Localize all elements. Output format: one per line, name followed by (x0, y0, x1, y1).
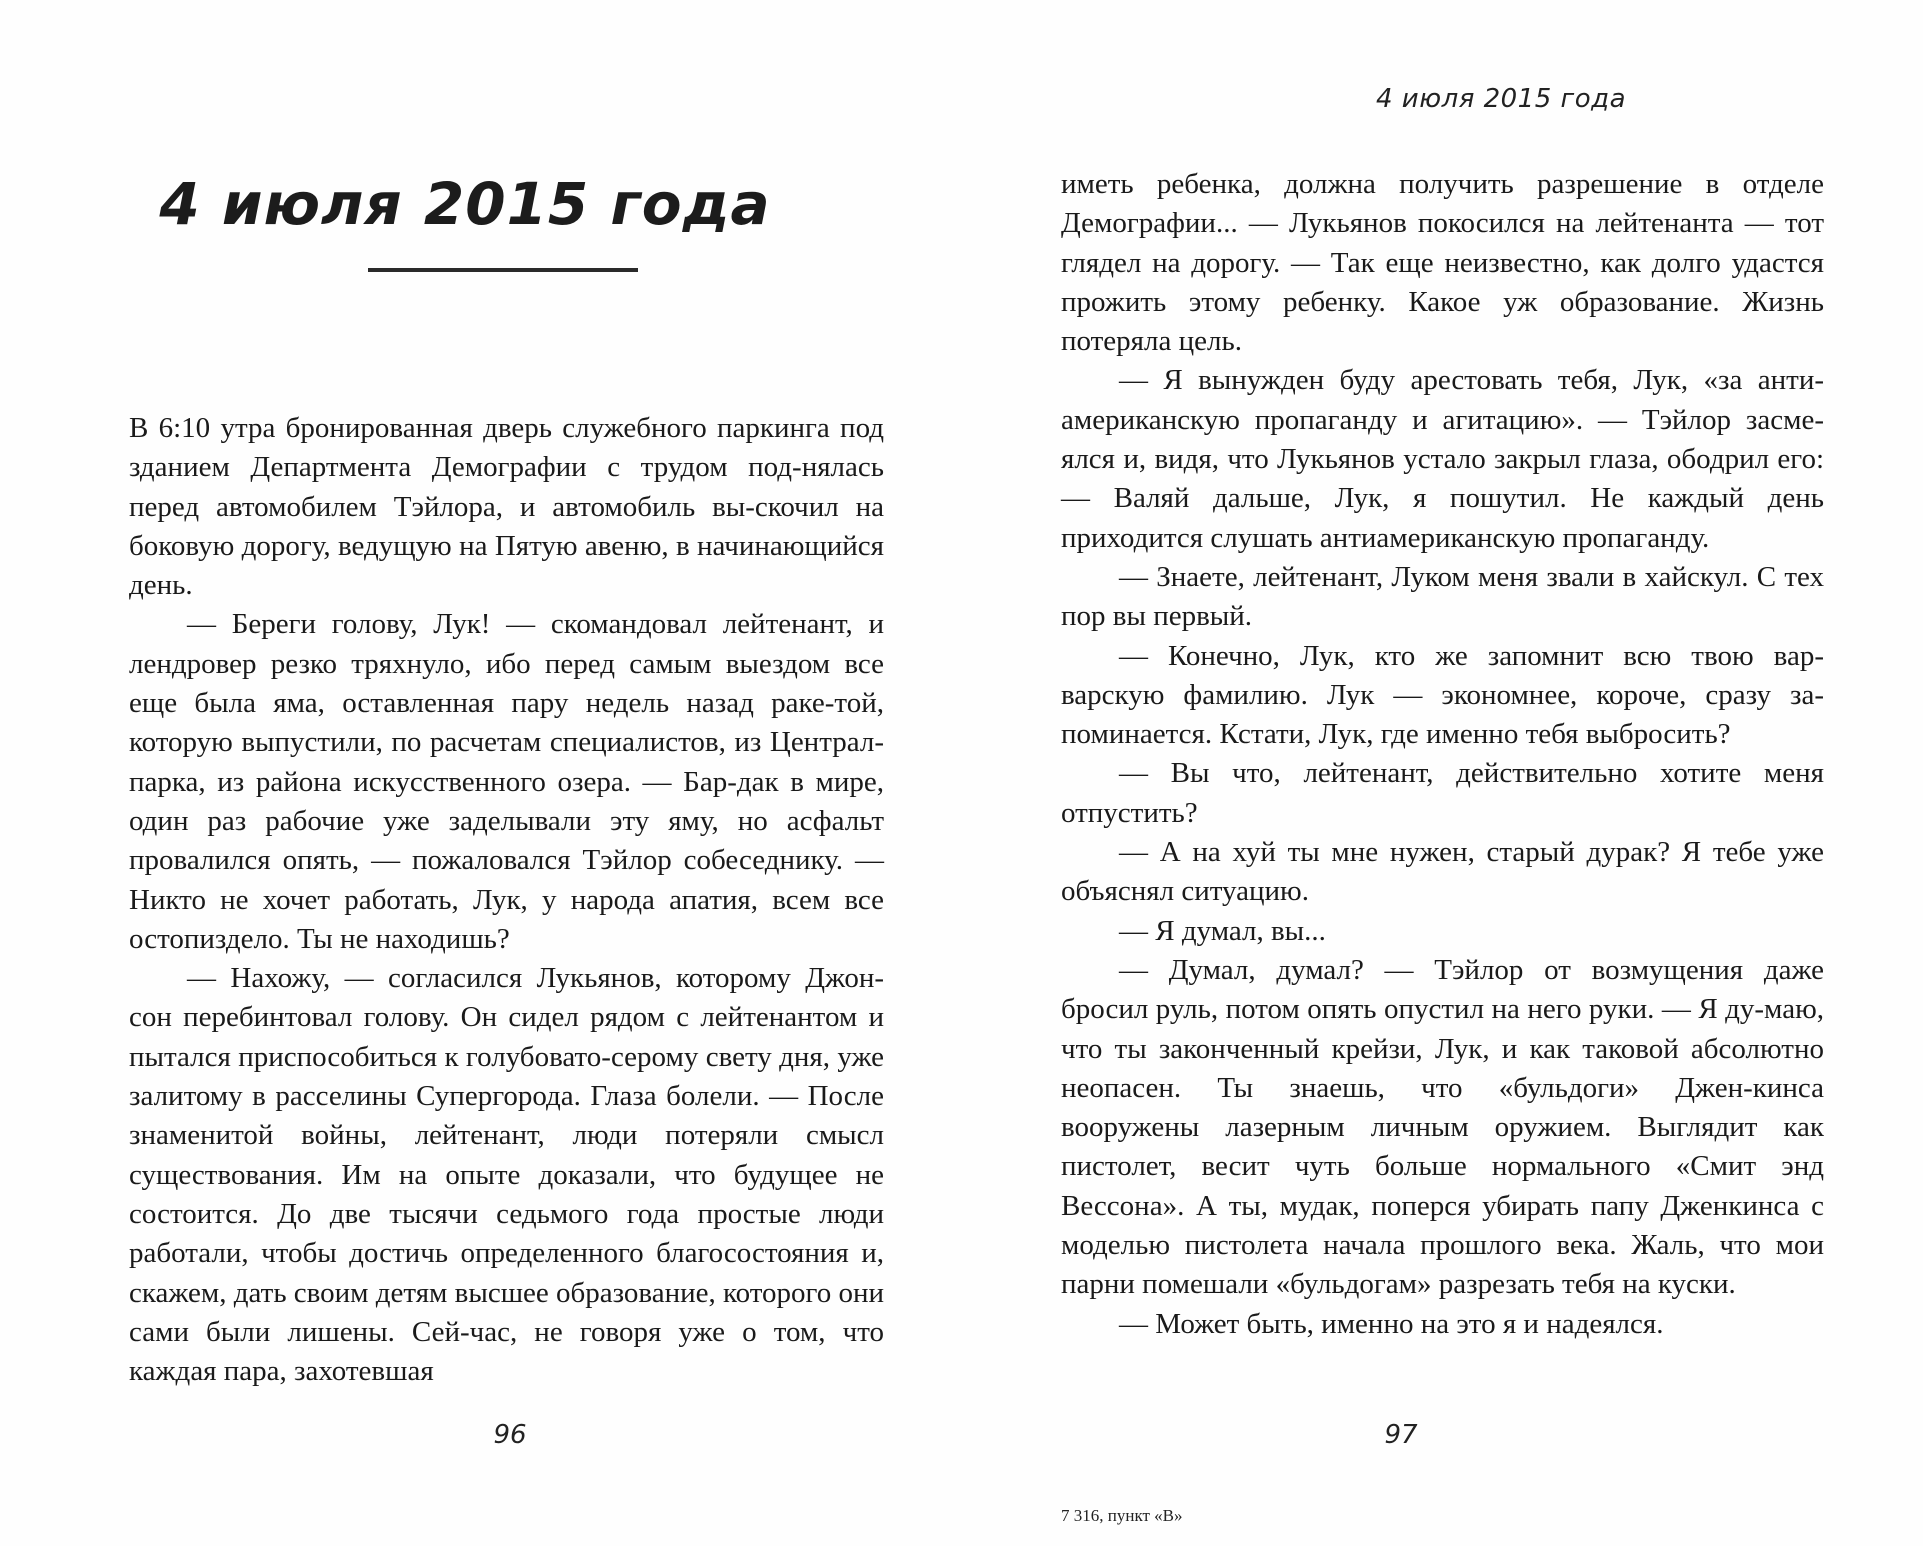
paragraph: — Береги голову, Лук! — скомандовал лейтенант, и лендровер резко тряхнуло, ибо перед самым выездом все еще была яма, оставленная пару недель назад раке-той, которую выпустили, по расчетам специалистов, из Централ-парка, из района искусственного озера. — Бар-дак в мире, один раз рабочие уже заделывали эту яму, но асфальт провалился опять, — пожаловался Тэйлор собеседнику. — Никто не хочет работать, Лук, у народа апатия, всем все остопиздело. Ты не находишь? (129, 608, 884, 955)
paragraph: — Может быть, именно на это я и надеялся. (1119, 1307, 1664, 1340)
paragraph: — Я думал, вы... (1119, 914, 1326, 947)
paragraph: иметь ребенка, должна получить разрешение в отделе Демографии... — Лукьянов покосился на лейтенанта — тот глядел на дорогу. — Так еще неизвестно, как долго удастся прожить этому ребенку. Какое уж образование. Жизнь потеряла цель. (1061, 168, 1824, 358)
page-number: 96 (493, 1420, 527, 1450)
paragraph: — Вы что, лейтенант, действительно хотите меня отпустить? (1061, 757, 1824, 829)
paragraph: В 6:10 утра бронированная дверь служебного паркинга под зданием Департмента Демографии с трудом под-нялась перед автомобилем Тэйлора, и автомобиль вы-скочил на боковую дорогу, ведущую на Пятую авеню, в начинающийся день. (129, 412, 884, 602)
right-page (961, 0, 1923, 1546)
running-head: 4 июля 2015 года (1375, 84, 1627, 114)
paragraph: — Я вынужден буду арестовать тебя, Лук, «за анти-американскую пропаганду и агитацию». — Тэйлор засме-ялся и, видя, что Лукьянов устало закрыл глаза, ободрил его: — Валяй дальше, Лук, я пошутил. Не каждый день приходится слушать антиамериканскую пропаганду. (1061, 364, 1824, 554)
paragraph: — Знаете, лейтенант, Луком меня звали в хайскул. С тех пор вы первый. (1061, 560, 1824, 633)
paragraph: — Думал, думал? — Тэйлор от возмущения даже бросил руль, потом опять опустил на него руки. — Я ду-маю, что ты законченный крейзи, Лук, и как таковой абсолютно неопасен. Ты знаешь, что «бульдоги» Джен-кинса вооружены лазерным личным оружием. Выглядит как пистолет, весит чуть больше нормального «Смит энд Вессона». А ты, мудак, поперся убирать папу Дженкинса с моделью пистолета начала прошлого века. Жаль, что мои парни помешали «бульдогам» разрезать тебя на куски. (1061, 953, 1824, 1301)
chapter-title: 4 июля 2015 года (159, 170, 771, 238)
right-page-body (1061, 165, 1824, 1344)
title-underline (368, 268, 638, 272)
left-page-body (129, 409, 884, 1391)
left-page (0, 0, 961, 1546)
printer-signature-mark: 7 316, пункт «В» (1061, 1506, 1183, 1525)
paragraph: — Нахожу, — согласился Лукьянов, которому Джон-сон перебинтовал голову. Он сидел рядом с лейтенантом и пытался приспособиться к голубовато-серому свету дня, уже залитому в расселины Супергорода. Глаза болели. — После знаменитой войны, лейтенант, люди потеряли смысл существования. Им на опыте доказали, что будущее не состоится. До две тысячи седьмого года простые люди работали, чтобы достичь определенного благосостояния и, скажем, дать своим детям высшее образование, которого они сами были лишены. Сей-час, не говоря уже о том, что каждая пара, захотевшая (129, 962, 885, 1388)
paragraph: — А на хуй ты мне нужен, старый дурак? Я тебе уже объяснял ситуацию. (1061, 836, 1824, 908)
page-number: 97 (1384, 1420, 1418, 1450)
paragraph: — Конечно, Лук, кто же запомнит всю твою вар-варскую фамилию. Лук — экономнее, короче, сразу за-поминается. Кстати, Лук, где именно тебя выбросить? (1061, 639, 1824, 751)
